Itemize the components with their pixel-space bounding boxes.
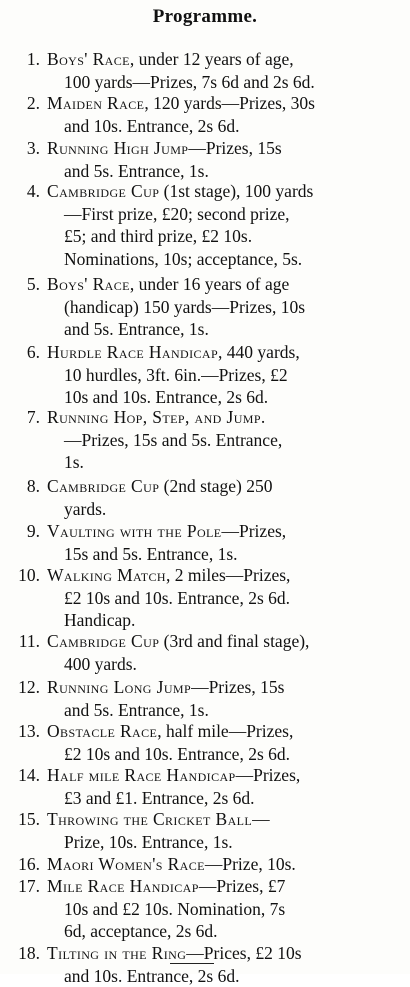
item-line	[47, 92, 315, 114]
event-details: 15s and 5s. Entrance, 1s.	[64, 543, 238, 564]
item-line	[64, 429, 282, 451]
item-line	[47, 48, 294, 70]
event-details: £2 10s and 10s. Entrance, 2s 6d.	[64, 587, 291, 608]
item-line	[47, 406, 265, 428]
event-name: Cambridge Cup	[47, 181, 160, 201]
event-name: Boys' Race	[47, 274, 130, 294]
event-details: .	[260, 407, 266, 427]
event-details: —Prices, £2 10s	[186, 943, 302, 963]
event-name: Throwing the Cricket Ball	[47, 809, 253, 829]
event-name: Obstacle Race	[47, 721, 158, 741]
item-number: 13.	[18, 721, 40, 741]
event-details: and 5s. Entrance, 1s.	[64, 160, 209, 181]
event-name: Walking Match	[47, 565, 166, 585]
item-number: 17.	[18, 876, 40, 896]
event-details: 100 yards—Prizes, 7s 6d and 2s 6d.	[64, 71, 315, 92]
item-number: 12.	[18, 677, 40, 697]
event-name: Tilting in the Ring	[47, 943, 187, 963]
item-line	[64, 831, 233, 853]
item-line	[47, 273, 289, 295]
event-details: , under 16 years of age	[129, 274, 290, 294]
event-details: —Prize, 10s.	[204, 854, 296, 874]
item-line	[47, 137, 282, 159]
item-line	[47, 676, 284, 698]
item-line	[64, 71, 315, 93]
event-details: Nominations, 10s; acceptance, 5s.	[64, 248, 303, 269]
item-number: 15.	[18, 809, 40, 829]
item-number: 14.	[18, 765, 40, 785]
item-line	[47, 942, 302, 964]
item-number: 9.	[26, 521, 40, 541]
item-number: 3.	[26, 138, 40, 158]
event-details: (2nd stage) 250	[159, 476, 273, 496]
item-line	[64, 160, 209, 182]
event-name: Running High Jump	[47, 138, 189, 158]
item-line	[47, 808, 270, 830]
event-name: Vaulting with the Pole	[47, 521, 222, 541]
event-details: —	[252, 809, 270, 829]
item-line	[64, 296, 305, 318]
event-name: Boys' Race	[47, 49, 130, 69]
event-name: Half mile Race Handicap	[47, 765, 236, 785]
item-line	[64, 743, 290, 765]
closing-rule	[170, 963, 214, 964]
event-details: and 5s. Entrance, 1s.	[64, 319, 209, 340]
event-name: Mile Race Handicap	[47, 876, 199, 896]
event-details: 10s and 10s. Entrance, 2s 6d.	[64, 387, 269, 408]
item-number: 4.	[26, 181, 40, 201]
event-details: and 5s. Entrance, 1s.	[64, 699, 209, 720]
event-name: Running Long Jump	[47, 677, 192, 697]
item-line	[47, 564, 290, 586]
event-name: Hurdle Race Handicap	[47, 342, 219, 362]
item-number: 10.	[18, 565, 40, 585]
event-details: —First prize, £20; second prize,	[64, 203, 290, 224]
item-number: 18.	[18, 943, 40, 963]
item-line	[47, 475, 273, 497]
event-details: (1st stage), 100 yards	[159, 181, 314, 201]
event-details: 6d, acceptance, 2s 6d.	[64, 921, 218, 942]
event-details: (3rd and final stage),	[159, 631, 310, 651]
event-details: £5; and third prize, £2 10s.	[64, 226, 253, 247]
item-line	[64, 451, 84, 473]
item-line	[64, 587, 290, 609]
event-name: Running Hop, Step, and Jump	[47, 407, 261, 427]
event-details: —Prizes, £7	[198, 876, 286, 896]
item-line	[47, 720, 293, 742]
event-name: Cambridge Cup	[47, 476, 160, 496]
item-line	[47, 875, 285, 897]
event-details: —Prizes, 15s	[191, 677, 285, 697]
item-line	[47, 630, 309, 652]
event-details: —Prizes, 15s and 5s. Entrance,	[64, 429, 283, 450]
event-details: , half mile—Prizes,	[157, 721, 294, 741]
item-line	[64, 115, 239, 137]
item-line	[64, 699, 209, 721]
item-line	[64, 898, 285, 920]
event-details: —Prizes,	[235, 765, 301, 785]
event-name: Maori Women's Race	[47, 854, 205, 874]
item-line	[64, 920, 218, 942]
item-line	[47, 520, 286, 542]
event-details: —Prizes,	[221, 521, 287, 541]
item-number: 7.	[26, 407, 40, 427]
item-number: 5.	[26, 274, 40, 294]
event-details: yards.	[64, 498, 107, 519]
item-number: 1.	[26, 49, 40, 69]
item-number: 11.	[18, 631, 40, 651]
item-number: 16.	[18, 854, 40, 874]
event-details: Prize, 10s. Entrance, 1s.	[64, 831, 233, 852]
event-details: 10 hurdles, 3ft. 6in.—Prizes, £2	[64, 364, 288, 385]
item-line	[64, 498, 106, 520]
event-details: , under 12 years of age,	[129, 49, 294, 69]
programme-title: Programme.	[152, 6, 258, 27]
event-details: Handicap.	[64, 610, 136, 631]
item-line	[64, 653, 137, 675]
item-line	[64, 609, 135, 631]
item-line	[64, 318, 209, 340]
item-line	[64, 543, 238, 565]
event-details: , 440 yards,	[218, 342, 300, 362]
event-details: 400 yards.	[64, 653, 137, 674]
item-line	[64, 225, 252, 247]
item-line	[64, 248, 302, 270]
event-details: —Prizes, 15s	[188, 138, 282, 158]
event-details: 1s.	[64, 452, 84, 473]
item-line	[64, 203, 290, 225]
item-line	[47, 853, 296, 875]
event-name: Maiden Race	[47, 93, 145, 113]
event-details: £3 and £1. Entrance, 2s 6d.	[64, 787, 255, 808]
event-details: and 10s. Entrance, 2s 6d.	[64, 115, 240, 136]
item-line	[47, 180, 313, 202]
item-line	[64, 787, 255, 809]
item-number: 2.	[26, 93, 40, 113]
item-line	[64, 965, 239, 987]
item-line	[64, 386, 268, 408]
event-details: , 120 yards—Prizes, 30s	[144, 93, 315, 113]
event-details: 10s and £2 10s. Nomination, 7s	[64, 898, 286, 919]
item-number: 8.	[26, 476, 40, 496]
event-name: Cambridge Cup	[47, 631, 160, 651]
event-details: and 10s. Entrance, 2s 6d.	[64, 965, 240, 986]
item-line	[47, 341, 300, 363]
item-line	[64, 364, 288, 386]
event-details: £2 10s and 10s. Entrance, 2s 6d.	[64, 743, 291, 764]
event-details: , 2 miles—Prizes,	[165, 565, 291, 585]
event-details: (handicap) 150 yards—Prizes, 10s	[64, 296, 306, 317]
item-number: 6.	[26, 342, 40, 362]
item-line	[47, 764, 300, 786]
